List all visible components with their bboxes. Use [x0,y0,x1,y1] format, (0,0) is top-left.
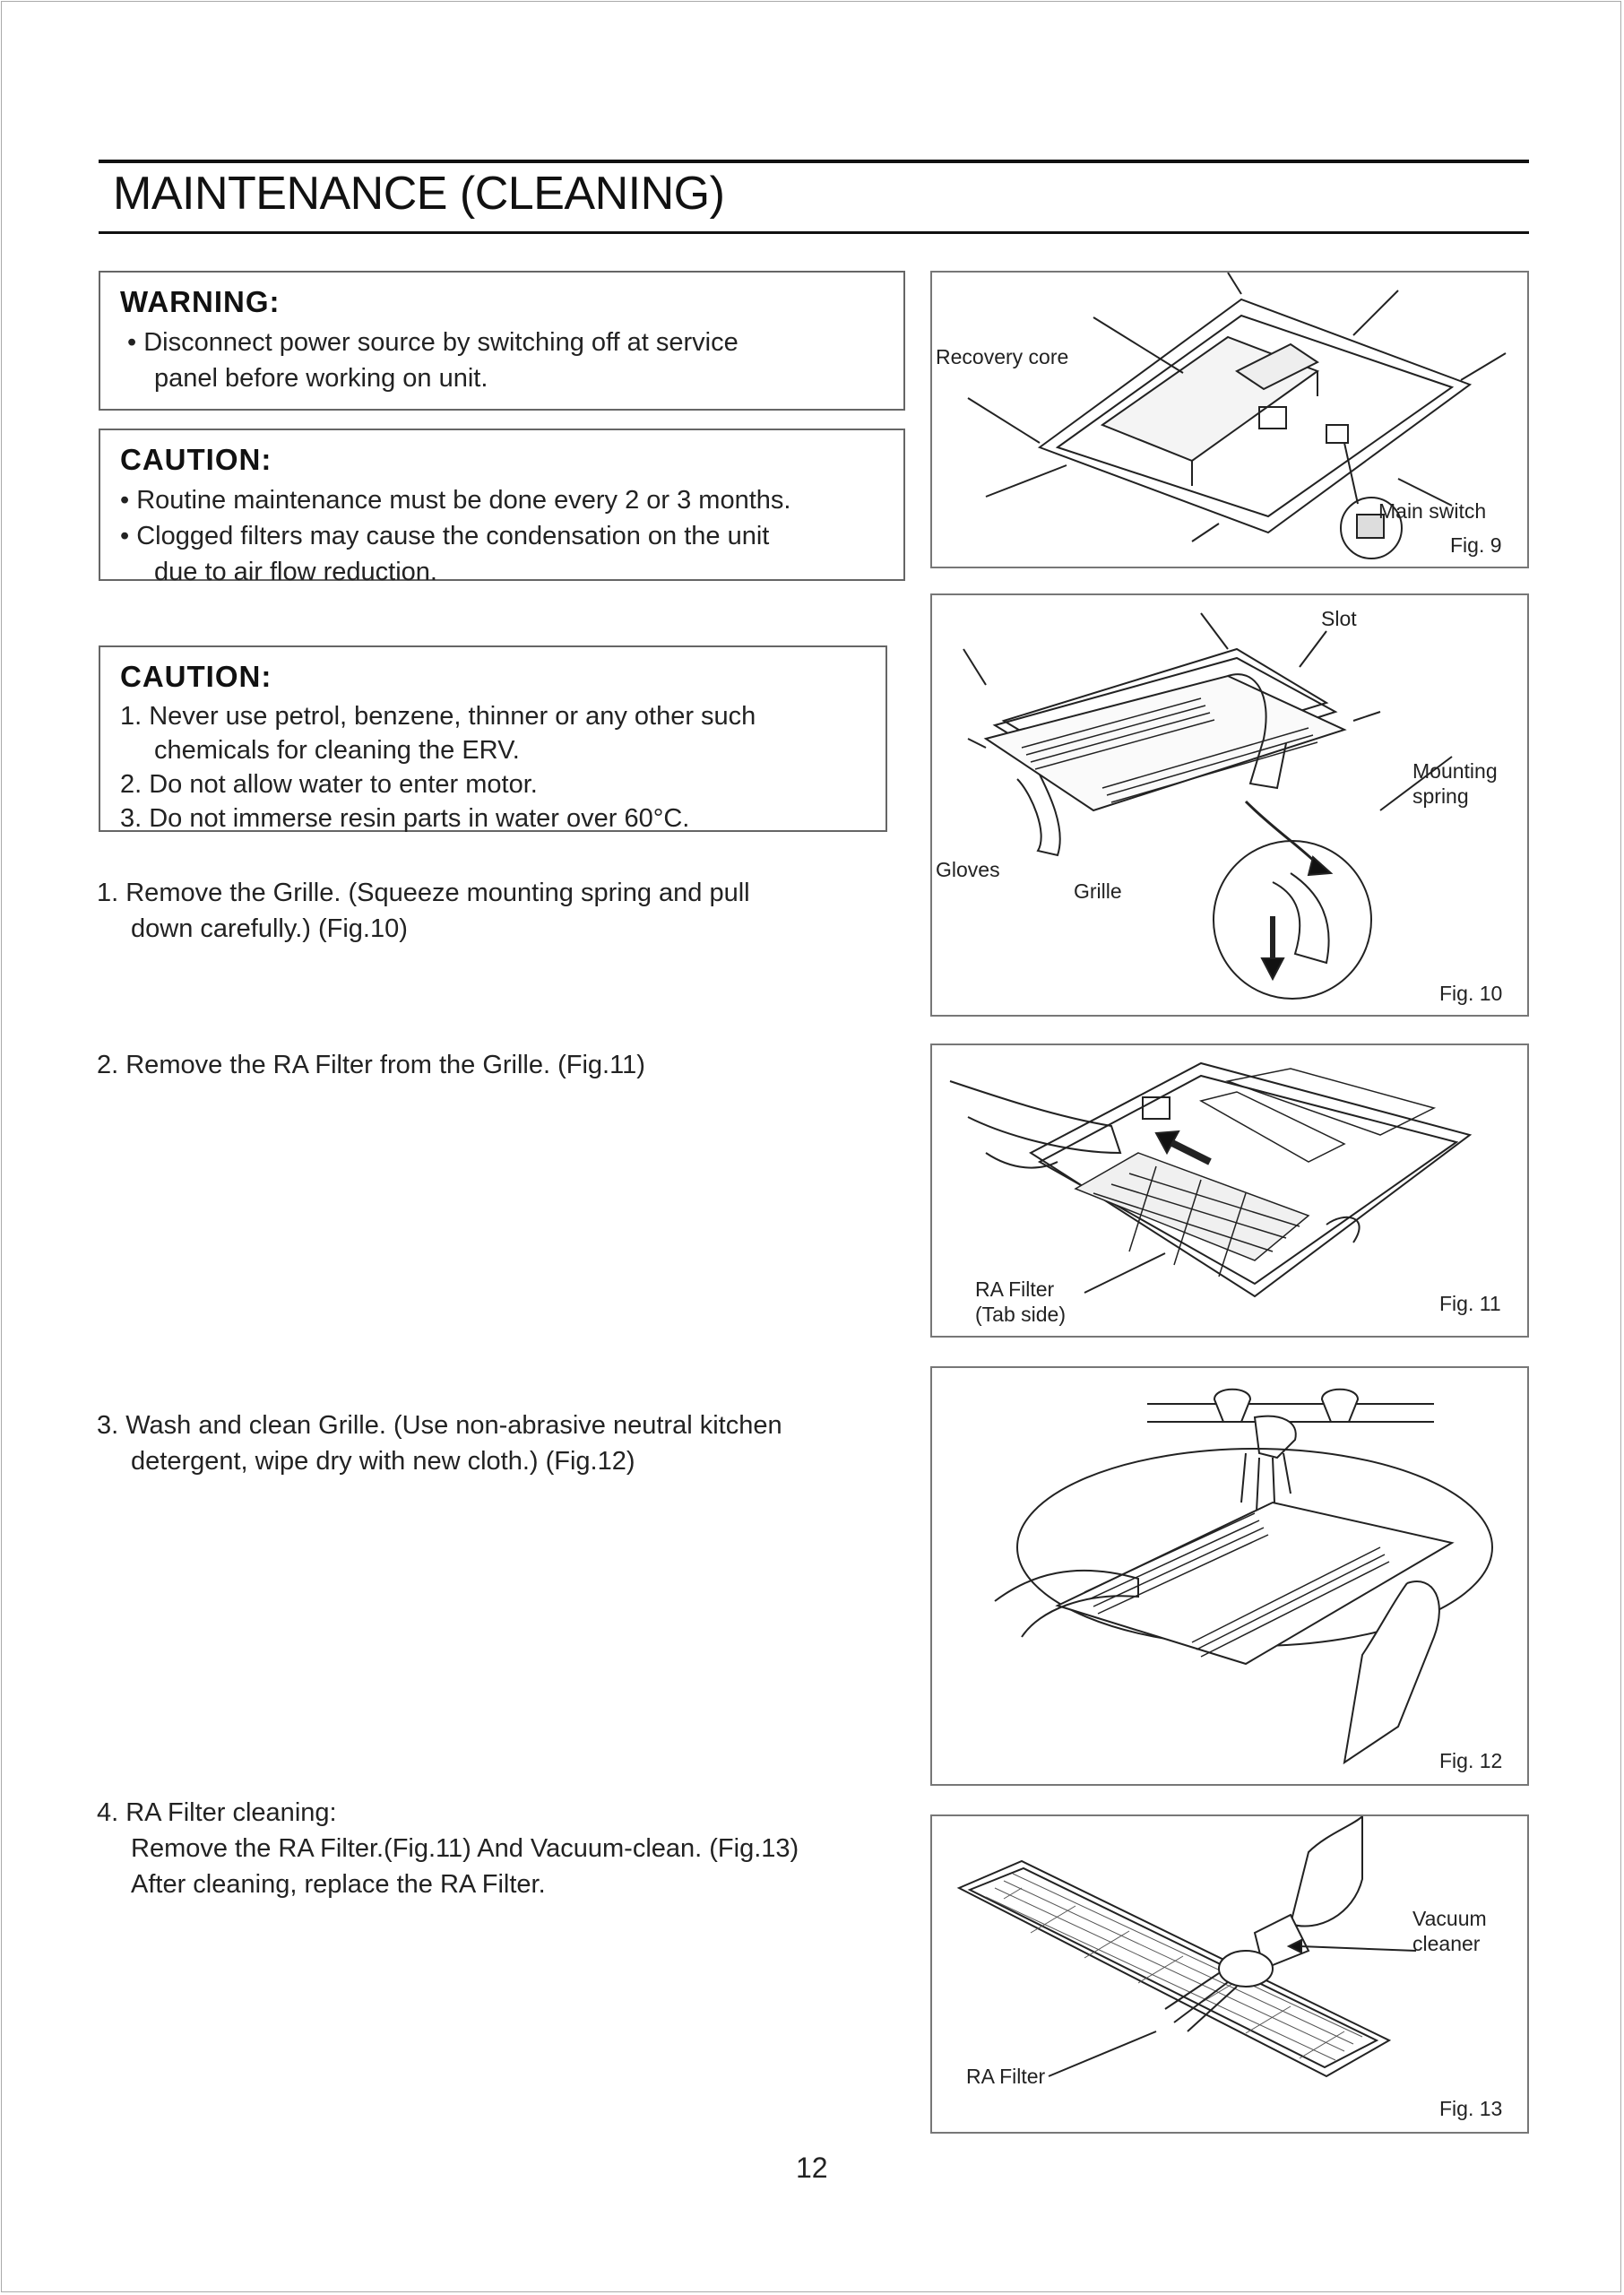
step-1 [97,875,903,947]
figure-11 [930,1044,1529,1338]
caution-heading: CAUTION: [120,443,272,476]
figure-12 [930,1366,1529,1786]
step-text: 4. RA Filter cleaning: [97,1798,337,1827]
label-vacuum-cleaner: cleaner [1412,1932,1481,1955]
step-text: Remove the RA Filter.(Fig.11) And Vacuum-clean. (Fig.13) [131,1834,799,1863]
warning-box [99,271,905,411]
caution-line: due to air flow reduction. [154,558,437,586]
title-rule-top [99,160,1529,163]
figure-13 [930,1814,1529,2134]
figure-10 [930,593,1529,1017]
step-text: 1. Remove the Grille. (Squeeze mounting spring and pull [97,879,750,907]
warning-line: panel before working on unit. [154,364,488,393]
warning-heading: WARNING: [120,285,281,318]
warning-line: • Disconnect power source by switching off at service [127,328,739,357]
figure-9 [930,271,1529,568]
page-number: 12 [796,2152,828,2184]
title-rule-bottom [99,231,1529,234]
caution-box-maintenance [99,429,905,586]
caution-box-chemicals [99,645,887,832]
step-3 [97,1407,903,1479]
figure-caption: Fig. 9 [1450,533,1502,557]
caution-line: • Clogged filters may cause the condensation on the unit [120,522,770,550]
figure-caption: Fig. 13 [1439,2097,1503,2120]
caution-line: 3. Do not immerse resin parts in water over 60°C. [120,804,690,833]
figure-caption: Fig. 12 [1439,1749,1503,1772]
label-grille: Grille [1074,879,1122,903]
step-text: down carefully.) (Fig.10) [131,914,408,943]
caution-line: • Routine maintenance must be done every 2 or 3 months. [120,486,791,515]
recovery-core-illustration [932,273,1529,568]
page-title: MAINTENANCE (CLEANING) [113,168,725,220]
label-vacuum-cleaner: Vacuum [1412,1907,1487,1930]
grille-washing-illustration [932,1368,1529,1786]
step-text: detergent, wipe dry with new cloth.) (Fig.12) [131,1447,635,1476]
label-gloves: Gloves [936,858,1000,881]
label-mounting-spring: Mounting [1412,759,1498,783]
label-main-switch: Main switch [1378,499,1487,523]
label-recovery-core: Recovery core [936,345,1069,368]
caution-line: 2. Do not allow water to enter motor. [120,770,538,799]
label-ra-filter: RA Filter [975,1277,1055,1301]
figure-caption: Fig. 11 [1439,1292,1501,1315]
step-text: 3. Wash and clean Grille. (Use non-abrasive neutral kitchen [97,1411,782,1440]
label-ra-filter: RA Filter [966,2065,1046,2088]
step-2 [97,1047,903,1083]
caution-line: chemicals for cleaning the ERV. [154,736,520,765]
label-slot: Slot [1321,607,1357,630]
label-mounting-spring: spring [1412,784,1469,808]
figure-caption: Fig. 10 [1439,982,1503,1005]
step-4 [97,1795,903,1902]
caution-line: 1. Never use petrol, benzene, thinner or any other such [120,702,756,731]
step-text: After cleaning, replace the RA Filter. [131,1870,546,1899]
caution-heading: CAUTION: [120,660,272,693]
step-text: 2. Remove the RA Filter from the Grille. (Fig.11) [97,1051,645,1079]
label-tab-side: (Tab side) [975,1303,1066,1326]
